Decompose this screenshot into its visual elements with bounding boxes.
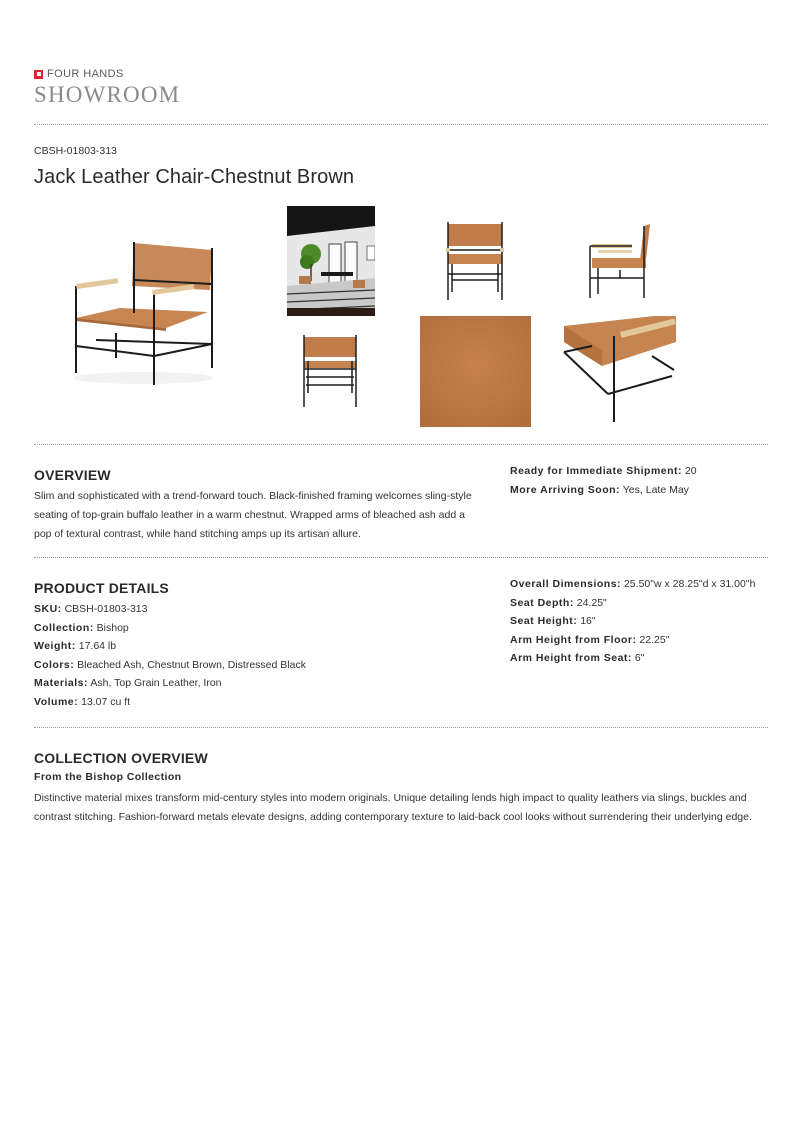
product-image-side: [586, 218, 658, 302]
collection-heading: COLLECTION OVERVIEW: [34, 750, 208, 766]
chair-side-illustration: [586, 218, 658, 302]
overview-text: Slim and sophisticated with a trend-forward touch. Black-finished framing welcomes sling-style seating of top-grain buffalo leather in a warm chestnut. Wrapped arms of bleached ash add a pop of textural contrast, while hand stitching amps up its artisan allure.: [34, 490, 472, 540]
brand-name: FOUR HANDS: [47, 68, 124, 80]
product-image-main: [58, 228, 228, 393]
room-scene-illustration: [287, 206, 375, 316]
dim-seat-depth-label: Seat Depth:: [510, 596, 574, 609]
product-image-swatch: [420, 316, 531, 427]
detail-collection-value: Bishop: [96, 621, 129, 634]
detail-collection-label: Collection:: [34, 621, 94, 634]
product-sku: CBSH-01803-313: [34, 145, 117, 157]
dim-seat-height: [510, 612, 755, 631]
detail-materials: [34, 674, 306, 693]
dim-overall-label: Overall Dimensions:: [510, 578, 622, 590]
detail-materials-value: Ash, Top Grain Leather, Iron: [90, 677, 222, 690]
dim-arm-floor-value: 22.25": [639, 633, 670, 646]
dim-seat-depth-value: 24.25": [576, 596, 607, 609]
availability-arriving-value: Yes, Late May: [622, 483, 689, 496]
detail-sku-value: CBSH-01803-313: [64, 603, 148, 615]
dim-arm-seat-label: Arm Height from Seat:: [510, 652, 632, 665]
chair-front-small-illustration: [298, 333, 362, 409]
dim-arm-floor-label: Arm Height from Floor:: [510, 633, 637, 646]
product-details-heading: PRODUCT DETAILS: [34, 580, 169, 596]
leather-swatch-illustration: [420, 316, 531, 427]
dim-seat-depth: [510, 594, 755, 613]
detail-volume-label: Volume:: [34, 695, 79, 708]
details-left-list: [34, 600, 306, 712]
chair-detail-illustration: [562, 316, 676, 424]
product-image-detail: [562, 316, 676, 424]
dim-seat-height-label: Seat Height:: [510, 615, 578, 628]
availability-arriving: [510, 481, 697, 500]
detail-materials-label: Materials:: [34, 677, 89, 690]
detail-colors-label: Colors:: [34, 658, 75, 671]
dim-arm-seat: [510, 649, 755, 668]
chair-front-illustration: [438, 216, 508, 302]
product-title: Jack Leather Chair-Chestnut Brown: [34, 166, 355, 188]
availability-ready-value: 20: [684, 465, 697, 477]
divider: [34, 124, 768, 125]
detail-weight-label: Weight:: [34, 640, 76, 653]
availability-list: [510, 462, 697, 499]
detail-colors-value: Bleached Ash, Chestnut Brown, Distressed Black: [77, 658, 306, 671]
divider: [34, 727, 768, 728]
detail-volume: [34, 693, 306, 712]
divider: [34, 444, 768, 445]
detail-weight-value: 17.64 lb: [78, 640, 117, 653]
collection-subtitle: From the Bishop Collection: [34, 771, 182, 783]
product-image-front-small: [298, 333, 362, 409]
dim-arm-floor: [510, 631, 755, 650]
detail-collection: [34, 619, 306, 638]
divider: [34, 557, 768, 558]
dim-seat-height-value: 16": [580, 615, 596, 628]
overview-heading: OVERVIEW: [34, 467, 111, 483]
dim-overall: [510, 575, 755, 594]
detail-volume-value: 13.07 cu ft: [81, 695, 131, 708]
details-right-list: [510, 575, 755, 668]
detail-sku: [34, 600, 306, 619]
chair-angle-illustration: [58, 228, 228, 393]
detail-sku-label: SKU:: [34, 603, 62, 615]
collection-text: Distinctive material mixes transform mid-century styles into modern originals. Unique detailing lends high impact to quality leathers via slings, buckles and contrast stitching. Fashion-forward metals elevate designs, adding contemporary texture to laid-back cool looks without surrendering their underlying edge.: [34, 792, 752, 823]
availability-ready-label: Ready for Immediate Shipment:: [510, 465, 683, 477]
detail-colors: [34, 656, 306, 675]
product-image-room: [287, 206, 375, 316]
product-image-front: [438, 216, 508, 302]
brand-subtitle: SHOWROOM: [34, 82, 181, 107]
brand-square-icon: [34, 70, 43, 79]
dim-overall-value: 25.50"w x 28.25"d x 31.00"h: [623, 578, 756, 590]
dim-arm-seat-value: 6": [634, 652, 645, 665]
availability-arriving-label: More Arriving Soon:: [510, 483, 621, 496]
brand-logo: [34, 68, 180, 109]
detail-weight: [34, 637, 306, 656]
availability-ready: [510, 462, 697, 481]
